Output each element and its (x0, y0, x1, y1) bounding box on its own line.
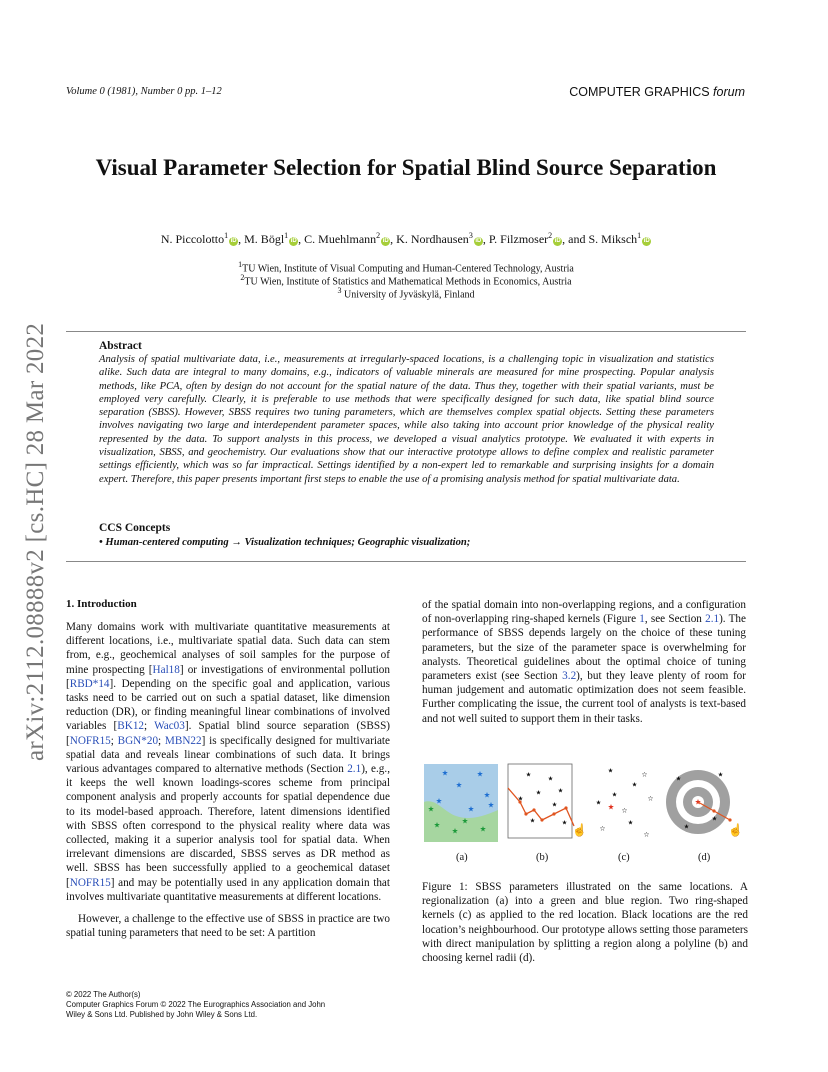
section-link[interactable]: 3.2 (562, 670, 577, 683)
ccs-heading: CCS Concepts (99, 522, 171, 534)
subfigure-label-d: (d) (698, 852, 711, 863)
citation-link[interactable]: Wac03 (154, 720, 185, 733)
subfigure-label-c: (c) (618, 852, 630, 863)
author-list: N. Piccolotto$^1$iD , M. Bögl$^1$iD , C. Muehlmann$^2$iD , K. Nordhausen$^3$iD , P. Filzmoser$^2$iD , and S. Miksch$^1$iD (160, 231, 650, 246)
author[interactable]: M. Bögl$^1$iD (244, 231, 297, 246)
author[interactable]: S. Miksch$^1$iD (588, 231, 650, 246)
copyright-footer (66, 990, 325, 1020)
author[interactable]: C. Muehlmann$^2$iD (304, 231, 389, 246)
left-column (66, 620, 390, 948)
citation-link[interactable]: Hal18 (152, 663, 180, 676)
orcid-icon[interactable]: iD (230, 238, 237, 244)
hand-cursor-icon: ☝ (728, 823, 743, 837)
paragraph: Many domains work with multivariate quantitative measurements at different locations, i.e., multivariate spatial data. Such data can stem from, e.g., geochemical analyses of soil samples for the purpose of mine prospecting [Hal18] or investigations of environmental pollution [RBD*14]. Depending on the specific goal and application, various tasks need to be carried out on such a spatial dataset, like dimension reduction (DR), or finding meaningful linear combinations of involved variables [BK12; Wac03]. Spatial blind source separation (SBSS) [NOFR15; BGN*20; MBN22] is specifically designed for multivariate spatial data and reveals linear combinations of such data. It brings various advantages compared to alternative methods (Section 2.1), e.g., it keeps the well known loadings-scores scheme from principal component analysis and properly accounts for spatial dependence due to its model-based approach. Therefore, latent dimensions identified with SBSS often correspond to the physical reality where data was collected, making it a superior analysis tool for spatial data. When irrelevant dimensions are discarded, SBSS serves as DR method as well. SBSS has been successfully applied to a geochemical dataset [NOFR15] and may be potentially used in any application domain that involves multivariate quantitative measurements at different locations. (66, 621, 391, 903)
panel-d-rings (666, 770, 743, 837)
ccs-concepts: • Human-centered computing → Visualization techniques; Geographic visualization; (99, 537, 471, 548)
subfigure-label-a: (a) (456, 852, 468, 863)
affiliation: $^2$TU Wien, Institute of Statistics and Mathematical Methods in Economics, Austria (240, 273, 572, 288)
abstract-heading: Abstract (99, 340, 142, 352)
divider (66, 561, 746, 562)
author[interactable]: P. Filzmoser$^2$iD (488, 231, 561, 246)
author[interactable]: K. Nordhausen$^3$iD (396, 231, 482, 246)
paper-title: Visual Parameter Selection for Spatial Blind Source Separation (95, 155, 717, 180)
orcid-icon[interactable]: iD (554, 238, 561, 244)
section-link[interactable]: 2.1 (347, 763, 362, 776)
citation-link[interactable]: MBN22 (164, 734, 202, 747)
panel-b-polyline (508, 764, 587, 838)
arxiv-stamp: arXiv:2112.08888v2 [cs.HC] 28 Mar 2022 (22, 322, 49, 761)
journal-name-italic: forum (713, 85, 745, 99)
author[interactable]: N. Piccolotto$^1$iD (160, 231, 237, 246)
affiliation: $^3$ University of Jyväskylä, Finland (337, 286, 475, 301)
section-link[interactable]: 2.1 (705, 613, 720, 626)
citation-link[interactable]: BGN*20 (117, 734, 159, 747)
affiliation: $^1$TU Wien, Institute of Visual Computing and Human-Centered Technology, Austria (238, 260, 574, 275)
figure-link[interactable]: 1 (639, 613, 645, 626)
divider (66, 331, 746, 332)
panel-a-regionalization (424, 764, 498, 842)
journal-name (569, 85, 745, 99)
figure-caption: Figure 1: SBSS parameters illustrated on the same locations. A regionalization (a) into a green and blue region. Two ring-shaped kernels (c) as applied to the red location. Black locations are the red location’s neighbourhood. Our prototype allows setting those parameters with direct manipulation by splitting a region along a polyline (b) and choosing kernel radii (d). (422, 881, 748, 965)
footer-line: © 2022 The Author(s) (66, 990, 141, 999)
footer-line: Computer Graphics Forum © 2022 The Eurographics Association and John (66, 1000, 326, 1009)
citation-link[interactable]: BK12 (117, 720, 145, 733)
paragraph: of the spatial domain into non-overlapping regions, and a configuration of non-overlapping ring-shaped kernels (Figure 1, see Section 2.1). The performance of SBSS depends largely on the choice of these tuning parameters, but the size of the parameter space is overwhelming for analysts. Theoretical guidelines about the optimal choice of tuning parameters exist (see Section 3.2), but they leave plenty of room for human judgement and automatic optimization does not seem feasible. Further complicating the issue, the current tool of analysts is text-based and not well suited to support them in their tasks. (422, 599, 746, 725)
paragraph: However, a challenge to the effective use of SBSS in practice are two spatial tuning parameters that need to be set: A partition (66, 913, 390, 940)
orcid-icon[interactable]: iD (475, 238, 482, 244)
panel-c-kernels (596, 768, 653, 837)
right-column (422, 598, 746, 734)
citation-link[interactable]: NOFR15 (69, 876, 111, 889)
orcid-icon[interactable]: iD (382, 238, 389, 244)
footer-line: Wiley & Sons Ltd. Published by John Wiley & Sons Ltd. (66, 1010, 258, 1019)
volume-info: Volume 0 (1981), Number 0 pp. 1–12 (66, 86, 222, 97)
citation-link[interactable]: RBD*14 (69, 677, 110, 690)
journal-name-caps: COMPUTER GRAPHICS (569, 85, 710, 99)
abstract-text: Analysis of spatial multivariate data, i.e., measurements at irregularly-spaced locations, is a challenging topic in visualization and statistics alike. Such data are integral to many domains, e.g., indicators of valuable minerals are measured for mine prospecting. Popular analysis methods, like PCA, often by design do not account for the spatial nature of the data. Thus they, together with their spatial variants, must be employed very carefully. Clearly, it is preferable to use methods that were specifically designed for such data, like spatial blind source separation (SBSS). However, SBSS requires two tuning parameters, which are themselves complex spatial objects. Setting these parameters involves navigating two large and interdependent parameter spaces, while also taking into account prior knowledge of the physical reality represented by the data. To support analysts in this process, we developed a visual analytics prototype. We evaluated it with experts in visualization, SBSS, and geochemistry. Our evaluations show that our interactive prototype allows to define complex and realistic parameter settings efficiently, which was so far impractical. Settings identified by a non-expert led to remarkable and surprising insights for a domain expert. Therefore, this paper presents important first steps to enable the use of a promising analysis method for spatial multivariate data. (99, 354, 714, 485)
subfigure-label-b: (b) (536, 852, 549, 863)
orcid-icon[interactable]: iD (290, 238, 297, 244)
citation-link[interactable]: NOFR15 (69, 734, 111, 747)
panel-frame (508, 764, 572, 838)
hand-cursor-icon: ☝ (572, 823, 587, 837)
red-location (608, 804, 614, 809)
orcid-icon[interactable]: iD (643, 238, 650, 244)
section-heading: 1. Introduction (66, 598, 137, 610)
